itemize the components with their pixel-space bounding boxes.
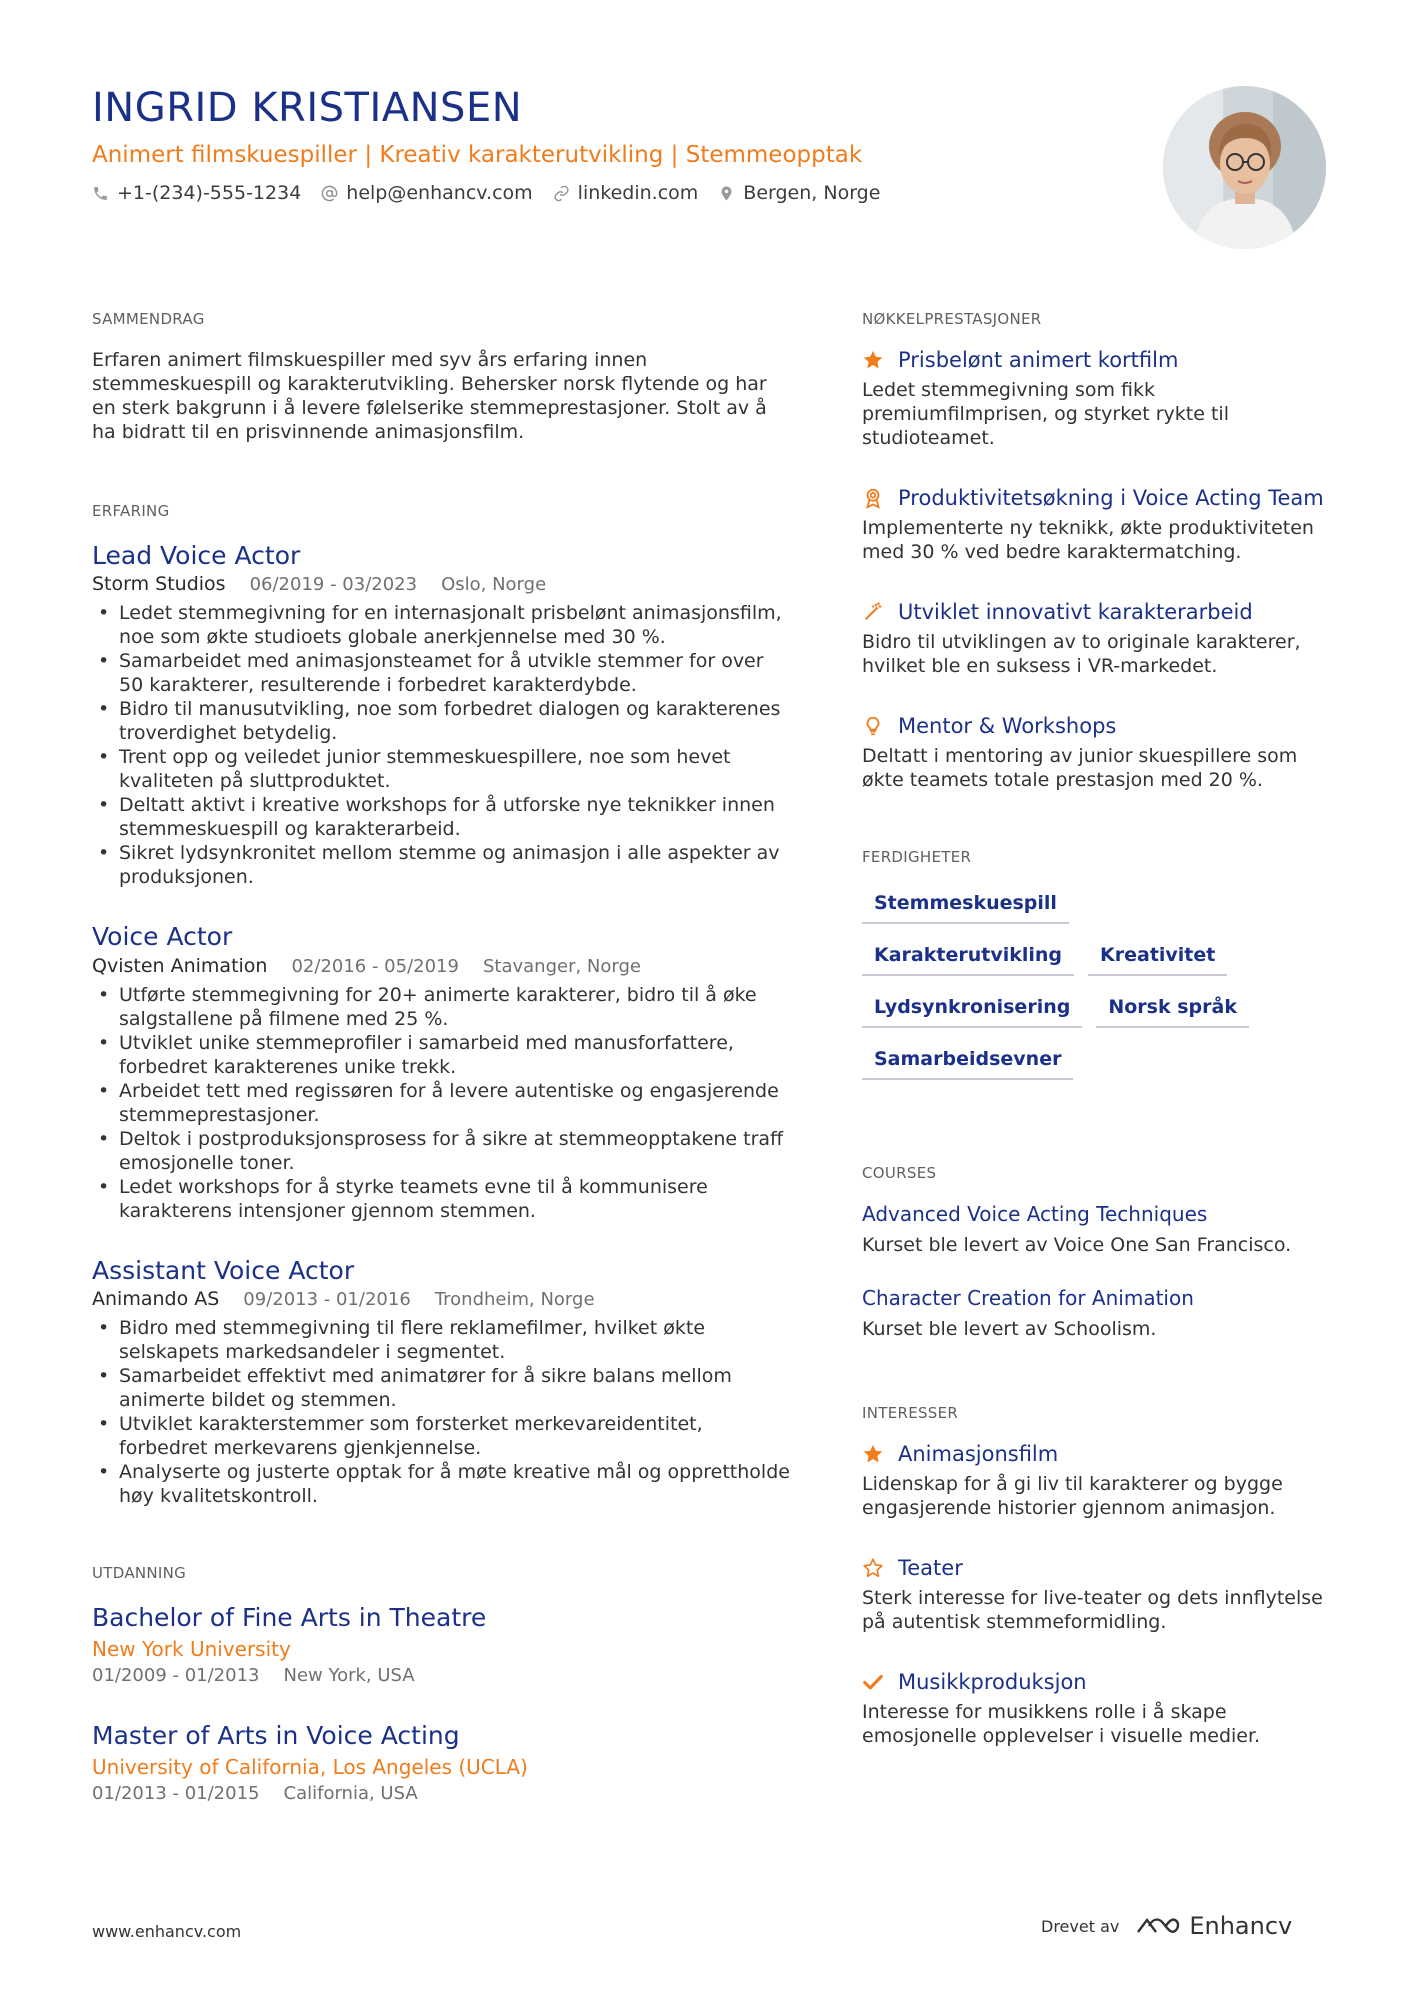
skill-tag: Kreativitet bbox=[1088, 938, 1227, 976]
skills-section bbox=[862, 848, 1342, 1080]
achievement-item bbox=[862, 600, 1342, 678]
job-meta bbox=[92, 1288, 792, 1310]
achievement-title: Produktivitetsøkning i Voice Acting Team bbox=[898, 486, 1324, 510]
job-company: Animando AS bbox=[92, 1287, 220, 1310]
skill-tag: Norsk språk bbox=[1096, 990, 1249, 1028]
courses-heading: COURSES bbox=[862, 1164, 937, 1182]
at-sign-icon bbox=[321, 185, 338, 202]
interest-desc: Sterk interesse for live-teater og dets innflytelse på autentisk stemmeformidling. bbox=[862, 1587, 1323, 1633]
job-bullets bbox=[92, 601, 792, 889]
experience-heading: ERFARING bbox=[92, 502, 170, 520]
skills-heading: FERDIGHETER bbox=[862, 848, 972, 866]
link-icon bbox=[553, 185, 570, 202]
course-item bbox=[862, 1286, 1342, 1340]
bullet-item: • Deltok i postproduksjonsprosess for å sikre at stemmeopptakene traff emosjonelle toner. bbox=[92, 1127, 792, 1175]
summary-heading: SAMMENDRAG bbox=[92, 310, 205, 328]
achievement-desc: Deltatt i mentoring av junior skuespillere som økte teamets totale prestasjon med 20 %. bbox=[862, 745, 1298, 791]
skill-tag: Lydsynkronisering bbox=[862, 990, 1082, 1028]
bullet-item: • Deltatt aktivt i kreative workshops for å utforske nye teknikker innen stemmeskuespill og karakterarbeid. bbox=[92, 793, 792, 841]
courses-section bbox=[862, 1164, 1342, 1340]
job-title: Assistant Voice Actor bbox=[92, 1255, 355, 1285]
job-location: Trondheim, Norge bbox=[434, 1288, 595, 1310]
interests-heading: INTERESSER bbox=[862, 1404, 959, 1422]
footer-website[interactable]: www.enhancv.com bbox=[92, 1922, 242, 1941]
education-heading: UTDANNING bbox=[92, 1563, 187, 1582]
achievement-desc: Bidro til utviklingen av to originale karakterer, hvilket ble en suksess i VR-markedet. bbox=[862, 631, 1301, 677]
achievement-item bbox=[862, 486, 1342, 564]
contact-email[interactable] bbox=[321, 182, 532, 204]
star-icon bbox=[862, 1443, 884, 1465]
achievements-section bbox=[862, 310, 1342, 792]
award-icon bbox=[862, 487, 884, 509]
bullet-item: • Bidro med stemmegivning til flere reklamefilmer, hvilket økte selskapets markedsandeler i segmentet. bbox=[92, 1316, 792, 1364]
summary-section bbox=[92, 310, 792, 444]
bullet-item: • Trent opp og veiledet junior stemmeskuespillere, noe som hevet kvaliteten på sluttproduktet. bbox=[92, 745, 792, 793]
bullet-item: • Arbeidet tett med regissøren for å levere autentiske og engasjerende stemmeprestasjoner. bbox=[92, 1079, 792, 1127]
bullet-item: • Bidro til manusutvikling, noe som forbedret dialogen og karakterenes troverdighet betydelig. bbox=[92, 697, 792, 745]
achievements-heading: NØKKELPRESTASJONER bbox=[862, 310, 1042, 328]
job-location: Stavanger, Norge bbox=[482, 955, 641, 977]
candidate-tagline: Animert filmskuespiller | Kreativ karakterutvikling | Stemmeopptak bbox=[92, 142, 863, 168]
skills-list bbox=[862, 886, 1282, 1080]
school-name: University of California, Los Angeles (UCLA) bbox=[92, 1755, 528, 1780]
location-text: Bergen, Norge bbox=[743, 182, 881, 204]
checkmark-icon bbox=[862, 1671, 884, 1693]
interests-section bbox=[862, 1404, 1342, 1748]
job-company: Qvisten Animation bbox=[92, 954, 268, 977]
bullet-item: • Sikret lydsynkronitet mellom stemme og animasjon i alle aspekter av produksjonen. bbox=[92, 841, 792, 889]
interest-desc: Lidenskap for å gi liv til karakterer og bygge engasjerende historier gjennom animasjon. bbox=[862, 1473, 1283, 1519]
interest-item bbox=[862, 1556, 1342, 1634]
lightbulb-icon bbox=[862, 715, 884, 737]
job-dates: 02/2016 - 05/2019 bbox=[291, 955, 459, 977]
job-dates: 06/2019 - 03/2023 bbox=[249, 574, 418, 596]
job-title: Lead Voice Actor bbox=[92, 541, 301, 570]
job-bullets bbox=[92, 1316, 792, 1508]
contact-linkedin[interactable] bbox=[553, 182, 699, 204]
skill-tag: Stemmeskuespill bbox=[862, 886, 1069, 924]
education-meta bbox=[92, 1783, 792, 1804]
job-entry bbox=[92, 540, 792, 889]
skill-tag: Samarbeidsevner bbox=[862, 1042, 1073, 1080]
job-dates: 09/2013 - 01/2016 bbox=[243, 1288, 411, 1310]
achievement-title: Utviklet innovativt karakterarbeid bbox=[898, 600, 1253, 624]
achievement-title: Prisbelønt animert kortfilm bbox=[898, 348, 1179, 372]
resume-header bbox=[92, 84, 1152, 204]
candidate-name: INGRID KRISTIANSEN bbox=[92, 85, 523, 131]
interest-desc: Interesse for musikkens rolle i å skape emosjonelle opplevelser i visuelle medier. bbox=[862, 1701, 1261, 1747]
course-title: Advanced Voice Acting Techniques bbox=[862, 1202, 1208, 1226]
achievement-title: Mentor & Workshops bbox=[898, 714, 1117, 738]
job-title: Voice Actor bbox=[92, 922, 233, 952]
summary-text: Erfaren animert filmskuespiller med syv års erfaring innen stemmeskuespill og karakterutvikling. Behersker norsk flytende og har en sterk bakgrunn i å levere følelserike stemmeprestasjoner. Stolt av å ha bidratt til en prisvinnende animasjonsfilm. bbox=[92, 349, 767, 443]
course-desc: Kurset ble levert av Schoolism. bbox=[862, 1318, 1157, 1340]
achievement-item bbox=[862, 714, 1342, 792]
education-entry bbox=[92, 1720, 792, 1804]
contact-phone[interactable] bbox=[92, 182, 301, 204]
education-entry bbox=[92, 1602, 792, 1686]
phone-text: +1-(234)-555-1234 bbox=[117, 182, 302, 204]
education-location: New York, USA bbox=[283, 1665, 415, 1686]
bullet-item: • Ledet workshops for å styrke teamets evne til å kommunisere karakterens intensjoner gjennom stemmen. bbox=[92, 1175, 792, 1223]
interest-title: Animasjonsfilm bbox=[898, 1442, 1059, 1466]
experience-section bbox=[92, 502, 792, 1508]
bullet-item: • Utviklet unike stemmeprofiler i samarbeid med manusforfattere, forbedret karakterenes unike trekk. bbox=[92, 1031, 792, 1079]
brand-name: Enhancv bbox=[1189, 1912, 1293, 1940]
job-bullets bbox=[92, 983, 792, 1223]
magic-wand-icon bbox=[862, 601, 884, 623]
bullet-item: • Utviklet karakterstemmer som forsterket merkevareidentitet, forbedret merkevarens gjenkjennelse. bbox=[92, 1412, 792, 1460]
profile-photo bbox=[1163, 86, 1326, 249]
contact-bar bbox=[92, 182, 1152, 204]
left-column bbox=[92, 310, 792, 1838]
job-entry bbox=[92, 921, 792, 1222]
degree-title: Bachelor of Fine Arts in Theatre bbox=[92, 1602, 487, 1632]
interest-item bbox=[862, 1670, 1342, 1748]
education-dates: 01/2009 - 01/2013 bbox=[92, 1665, 260, 1686]
location-pin-icon bbox=[718, 185, 735, 202]
phone-icon bbox=[92, 185, 109, 202]
job-entry bbox=[92, 1255, 792, 1508]
achievement-desc: Ledet stemmegivning som fikk premiumfilmprisen, og styrket rykte til studioteamet. bbox=[862, 379, 1229, 449]
brand-logo[interactable] bbox=[1135, 1912, 1292, 1940]
star-icon bbox=[862, 349, 884, 371]
skill-tag: Karakterutvikling bbox=[862, 938, 1074, 976]
achievement-desc: Implementerte ny teknikk, økte produktiviteten med 30 % ved bedre karaktermatching. bbox=[862, 517, 1314, 563]
linkedin-text: linkedin.com bbox=[577, 182, 699, 204]
course-title: Character Creation for Animation bbox=[862, 1286, 1194, 1310]
footer-branding bbox=[1041, 1912, 1292, 1940]
right-column bbox=[862, 310, 1342, 1784]
course-desc: Kurset ble levert av Voice One San Francisco. bbox=[862, 1234, 1292, 1256]
enhancv-logo-icon bbox=[1135, 1913, 1181, 1939]
star-outline-icon bbox=[862, 1557, 884, 1579]
education-section bbox=[92, 1564, 792, 1805]
education-location: California, USA bbox=[283, 1783, 418, 1805]
achievement-item bbox=[862, 348, 1342, 450]
interest-title: Musikkproduksjon bbox=[898, 1670, 1087, 1694]
job-company: Storm Studios bbox=[92, 573, 226, 596]
bullet-item: • Analyserte og justerte opptak for å møte kreative mål og opprettholde høy kvalitetskontroll. bbox=[92, 1460, 792, 1508]
education-dates: 01/2013 - 01/2015 bbox=[92, 1783, 260, 1805]
job-location: Oslo, Norge bbox=[441, 574, 547, 596]
interest-item bbox=[862, 1442, 1342, 1520]
bullet-item: • Ledet stemmegivning for en internasjonalt prisbelønt animasjonsfilm, noe som økte studioets globale anerkjennelse med 30 %. bbox=[92, 601, 792, 649]
education-meta bbox=[92, 1665, 792, 1686]
contact-location bbox=[718, 182, 880, 204]
email-text: help@enhancv.com bbox=[346, 182, 533, 204]
interest-title: Teater bbox=[898, 1556, 963, 1580]
course-item bbox=[862, 1202, 1342, 1256]
degree-title: Master of Arts in Voice Acting bbox=[92, 1721, 460, 1750]
bullet-item: • Utførte stemmegivning for 20+ animerte karakterer, bidro til å øke salgstallene på filmene med 25 %. bbox=[92, 983, 792, 1031]
bullet-item: • Samarbeidet effektivt med animatører for å sikre balans mellom animerte bildet og stemmen. bbox=[92, 1364, 792, 1412]
school-name: New York University bbox=[92, 1637, 291, 1661]
powered-by-text: Drevet av bbox=[1041, 1916, 1120, 1936]
bullet-item: • Samarbeidet med animasjonsteamet for å utvikle stemmer for over 50 karakterer, resulterende i forbedret karakterdybde. bbox=[92, 649, 792, 697]
job-meta bbox=[92, 573, 792, 595]
job-meta bbox=[92, 955, 792, 977]
